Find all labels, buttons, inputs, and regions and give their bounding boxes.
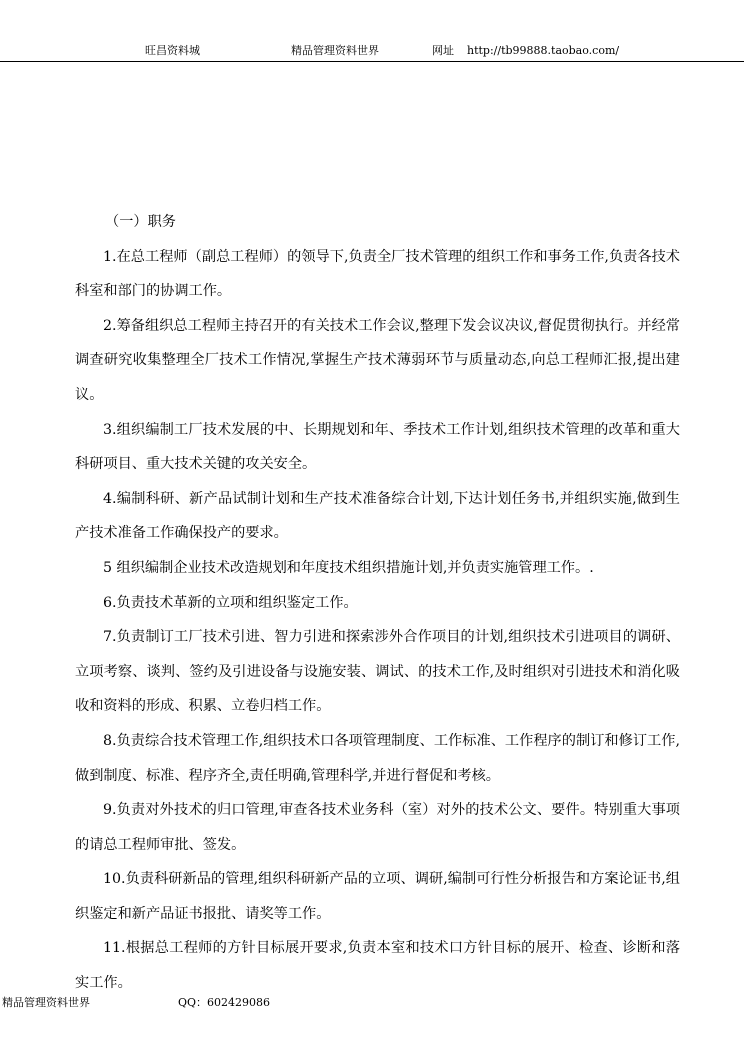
document-body [75, 205, 680, 1001]
paragraph-6: 6.负责技术革新的立项和组织鉴定工作。 [103, 594, 358, 611]
paragraph-1: 1.在总工程师（副总工程师）的领导下,负责全厂技术管理的组织工作和事务工作,负责各技术科室和部门的协调工作。 [75, 248, 680, 300]
header-site-name: 旺昌资料城 [145, 44, 200, 57]
page-footer [0, 992, 744, 1012]
section-title: （一）职务 [105, 214, 176, 230]
paragraph-2: 2.筹备组织总工程师主持召开的有关技术工作会议,整理下发会议决议,督促贯彻执行。并经常调查研究收集整理全厂技术工作情况,掌握生产技术薄弱环节与质量动态,向总工程师汇报,提出建议。 [75, 317, 680, 403]
paragraph-10: 10.负责科研新品的管理,组织科研新产品的立项、调研,编制可行性分析报告和方案论证书,组织鉴定和新产品证书报批、请奖等工作。 [75, 871, 680, 922]
footer-qq: QQ：602429086 [178, 996, 271, 1009]
paragraph-5: 5 组织编制企业技术改造规划和年度技术组织措施计划,并负责实施管理工作。. [103, 559, 594, 576]
header-tagline: 精品管理资料世界 [291, 44, 379, 57]
paragraph-11: 11.根据总工程师的方针目标展开要求,负责本室和技术口方针目标的展开、检查、诊断和落实工作。 [75, 940, 680, 992]
paragraph-4: 4.编制科研、新产品试制计划和生产技术准备综合计划,下达计划任务书,并组织实施,做到生产技术准备工作确保投产的要求。 [75, 490, 680, 542]
header-url-link[interactable]: http://tb99888.taobao.com/ [467, 44, 620, 57]
paragraph-7: 7.负责制订工厂技术引进、智力引进和探索涉外合作项目的计划,组织技术引进项目的调研、立项考察、谈判、签约及引进设备与设施安装、调试、的技术工作,及时组织对引进技术和消化吸收和资料的形成、积累、立卷归档工作。 [75, 629, 680, 715]
footer-site-name: 精品管理资料世界 [2, 996, 90, 1009]
paragraph-8: 8.负责综合技术管理工作,组织技术口各项管理制度、工作标准、工作程序的制订和修订工作,做到制度、标准、程序齐全,责任明确,管理科学,并进行督促和考核。 [75, 732, 680, 784]
paragraph-9: 9.负责对外技术的归口管理,审查各技术业务科（室）对外的技术公文、要件。特别重大事项的请总工程师审批、签发。 [75, 802, 680, 853]
header-url-label: 网址 [432, 44, 454, 57]
paragraph-3: 3.组织编制工厂技术发展的中、长期规划和年、季技术工作计划,组织技术管理的改革和重大科研项目、重大技术关键的攻关安全。 [75, 421, 680, 473]
page-header [0, 0, 744, 62]
